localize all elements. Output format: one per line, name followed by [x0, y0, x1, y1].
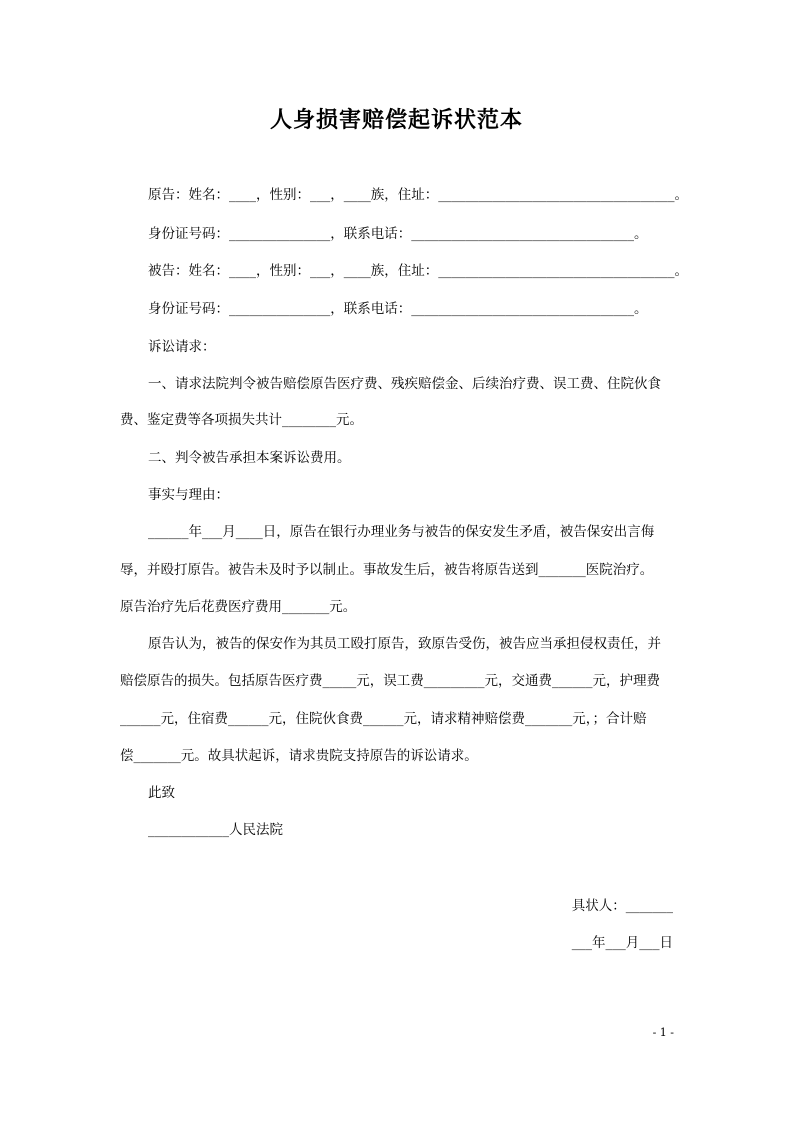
plaintiff-id-line: 身份证号码：_______________，联系电话：_________________________________。 [148, 226, 648, 242]
facts-para-1-line-3: 原告治疗先后花费医疗费用_______元。 [120, 599, 357, 615]
page-number: - 1 - [652, 1026, 674, 1039]
facts-para-2-line-2: 赔偿原告的损失。包括原告医疗费_____元，误工费_________元，交通费______元，护理费 [120, 673, 660, 689]
court-name: ____________人民法院 [148, 822, 283, 838]
facts-heading: 事实与理由： [148, 487, 229, 503]
defendant-id-line: 身份证号码：_______________，联系电话：_________________________________。 [148, 301, 648, 317]
claim-1-line-2: 费、鉴定费等各项损失共计________元。 [120, 412, 363, 428]
facts-para-1-line-2: 辱，并殴打原告。被告未及时予以制止。事故发生后，被告将原告送到_______医院治疗。 [120, 562, 654, 578]
facts-para-2-line-3: ______元，住宿费______元，住院伙食费______元，请求精神赔偿费_______元，；合计赔 [120, 711, 647, 727]
plaintiff-info-line: 原告：姓名：____，性别：___，____族，住址：___________________________________。 [148, 187, 688, 203]
date-line: ___年___月___日 [571, 935, 673, 951]
facts-para-2-line-1: 原告认为，被告的保安作为其员工殴打原告，致原告受伤，被告应当承担侵权责任，并 [148, 636, 661, 652]
signer-line: 具状人：_______ [571, 898, 673, 914]
claim-1-line-1: 一、请求法院判令被告赔偿原告医疗费、残疾赔偿金、后续治疗费、误工费、住院伙食 [148, 376, 661, 392]
closing-salutation: 此致 [148, 785, 175, 801]
facts-para-1-line-1: ______年___月____日，原告在银行办理业务与被告的保安发生矛盾，被告保安出言侮 [148, 524, 655, 540]
facts-para-2-line-4: 偿_______元。故具状起诉，请求贵院支持原告的诉讼请求。 [120, 748, 478, 764]
defendant-info-line: 被告：姓名：____，性别：___，____族，住址：___________________________________。 [148, 263, 688, 279]
document-title: 人身损害赔偿起诉状范本 [269, 107, 523, 133]
claim-2: 二、判令被告承担本案诉讼费用。 [148, 450, 351, 466]
claims-heading: 诉讼请求： [148, 339, 216, 355]
